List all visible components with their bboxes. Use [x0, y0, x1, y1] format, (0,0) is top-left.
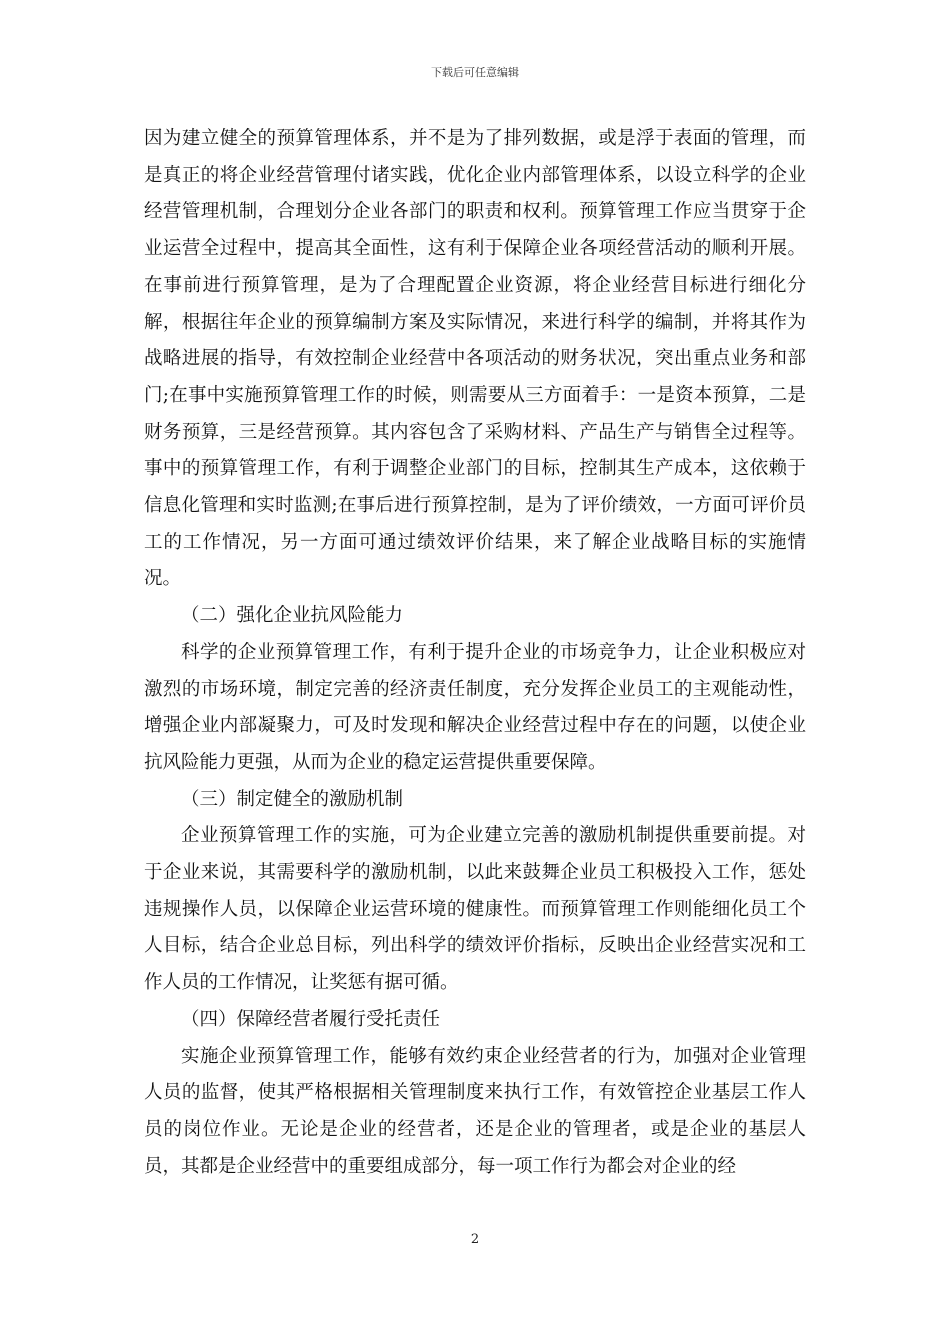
page-header: 下载后可任意编辑	[431, 66, 519, 79]
body-paragraph-3: 企业预算管理工作的实施，可为企业建立完善的激励机制提供重要前提。对于企业来说，其需要科学的激励机制，以此来鼓舞企业员工积极投入工作，惩处违规操作人员，以保障企业运营环境的健康性。而预算管理工作则能细化员工个人目标，结合企业总目标，列出科学的绩效评价指标，反映出企业经营实况和工作人员的工作情况，让奖惩有据可循。	[144, 825, 806, 994]
section-heading-4: （四）保障经营者履行受托责任	[181, 1008, 441, 1030]
page-number: 2	[470, 1232, 480, 1247]
body-paragraph-1: 因为建立健全的预算管理体系，并不是为了排列数据，或是浮于表面的管理，而是真正的将企业经营管理付诸实践，优化企业内部管理体系，以设立科学的企业经营管理机制，合理划分企业各部门的职责和权利。预算管理工作应当贯穿于企业运营全过程中，提高其全面性，这有利于保障企业各项经营活动的顺利开展。在事前进行预算管理，是为了合理配置企业资源，将企业经营目标进行细化分解，根据往年企业的预算编制方案及实际情况，来进行科学的编制，并将其作为战略进展的指导，有效控制企业经营中各项活动的财务状况，突出重点业务和部门;在事中实施预算管理工作的时候，则需要从三方面着手：一是资本预算，二是财务预算，三是经营预算。其内容包含了采购材料、产品生产与销售全过程等。事中的预算管理工作，有利于调整企业部门的目标，控制其生产成本，这依赖于信息化管理和实时监测;在事后进行预算控制，是为了评价绩效，一方面可评价员工的工作情况，另一方面可通过绩效评价结果，来了解企业战略目标的实施情况。	[144, 128, 806, 590]
document-body	[144, 121, 806, 1185]
section-heading-2: （二）强化企业抗风险能力	[181, 605, 404, 627]
body-paragraph-4: 实施企业预算管理工作，能够有效约束企业经营者的行为，加强对企业管理人员的监督，使其严格根据相关管理制度来执行工作，有效管控企业基层工作人员的岗位作业。无论是企业的经营者，还是企业的管理者，或是企业的基层人员，其都是企业经营中的重要组成部分，每一项工作行为都会对企业的经	[144, 1045, 806, 1177]
section-heading-3: （三）制定健全的激励机制	[181, 788, 404, 810]
body-paragraph-2: 科学的企业预算管理工作，有利于提升企业的市场竞争力，让企业积极应对激烈的市场环境，制定完善的经济责任制度，充分发挥企业员工的主观能动性，增强企业内部凝聚力，可及时发现和解决企业经营过程中存在的问题，以使企业抗风险能力更强，从而为企业的稳定运营提供重要保障。	[144, 641, 806, 773]
